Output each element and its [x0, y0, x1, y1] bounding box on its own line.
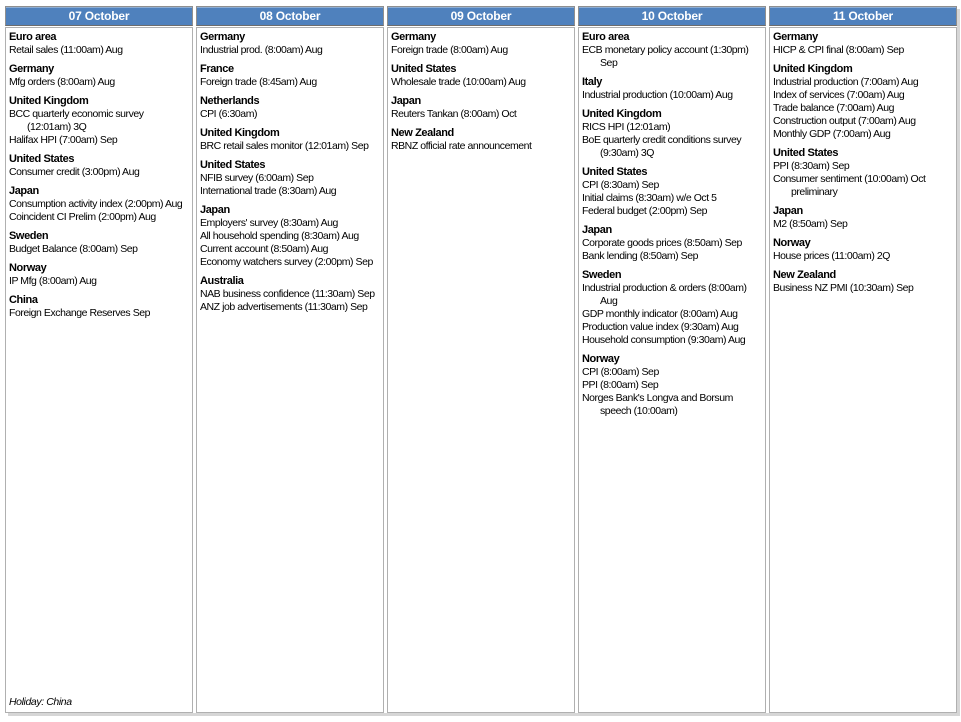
- country-name: Japan: [391, 95, 421, 107]
- event-item: NAB business confidence (11:30am) Sep: [200, 288, 375, 300]
- event-item: Consumption activity index (2:00pm) Aug: [9, 198, 183, 210]
- day-events-panel: [5, 27, 193, 713]
- event-item: NFIB survey (6:00am) Sep: [200, 172, 314, 184]
- country-name: United Kingdom: [9, 95, 89, 107]
- event-item: ANZ job advertisements (11:30am) Sep: [200, 301, 368, 313]
- country-name: United States: [200, 159, 266, 171]
- event-item: IP Mfg (8:00am) Aug: [9, 275, 97, 287]
- event-item: Retail sales (11:00am) Aug: [9, 44, 123, 56]
- country-group: [391, 30, 571, 57]
- country-name: New Zealand: [391, 127, 454, 139]
- country-name: United Kingdom: [773, 63, 853, 75]
- day-column: [5, 6, 193, 713]
- event-item: Index of services (7:00am) Aug: [773, 89, 905, 101]
- event-item: Industrial production (10:00am) Aug: [582, 89, 733, 101]
- country-name: New Zealand: [773, 269, 836, 281]
- country-name: United Kingdom: [200, 127, 280, 139]
- event-item: Trade balance (7:00am) Aug: [773, 102, 894, 114]
- country-group: [773, 268, 953, 295]
- country-group: [200, 94, 380, 121]
- date-header: 10 October: [578, 6, 766, 26]
- country-group: [9, 184, 189, 224]
- event-item: House prices (11:00am) 2Q: [773, 250, 890, 262]
- country-name: Euro area: [9, 31, 57, 43]
- country-name: Sweden: [582, 269, 622, 281]
- event-item: Production value index (9:30am) Aug: [582, 321, 739, 333]
- country-group: [773, 204, 953, 231]
- event-item: Foreign Exchange Reserves Sep: [9, 307, 151, 319]
- country-name: Norway: [582, 353, 620, 365]
- country-group: [773, 62, 953, 141]
- country-group: [773, 30, 953, 57]
- event-item: Household consumption (9:30am) Aug: [582, 334, 746, 346]
- event-item: Economy watchers survey (2:00pm) Sep: [200, 256, 373, 268]
- event-item: Bank lending (8:50am) Sep: [582, 250, 698, 262]
- event-item: Federal budget (2:00pm) Sep: [582, 205, 708, 217]
- country-group: [200, 158, 380, 198]
- country-group: [582, 268, 762, 347]
- country-group: [9, 152, 189, 179]
- country-group: [391, 94, 571, 121]
- country-name: United States: [773, 147, 839, 159]
- day-events-panel: [196, 27, 384, 713]
- country-group: [200, 30, 380, 57]
- event-item: Consumer credit (3:00pm) Aug: [9, 166, 140, 178]
- country-group: [582, 352, 762, 418]
- country-name: Germany: [200, 31, 245, 43]
- country-group: [391, 126, 571, 153]
- day-column: [578, 6, 766, 713]
- event-item: HICP & CPI final (8:00am) Sep: [773, 44, 904, 56]
- event-item: RICS HPI (12:01am): [582, 121, 671, 133]
- country-name: United States: [9, 153, 75, 165]
- event-item: Coincident CI Prelim (2:00pm) Aug: [9, 211, 156, 223]
- country-name: Australia: [200, 275, 244, 287]
- event-item: Halifax HPI (7:00am) Sep: [9, 134, 118, 146]
- country-name: United States: [391, 63, 457, 75]
- country-group: [773, 146, 953, 199]
- event-item: CPI (6:30am): [200, 108, 258, 120]
- event-item: PPI (8:00am) Sep: [582, 379, 659, 391]
- event-item: Monthly GDP (7:00am) Aug: [773, 128, 891, 140]
- country-group: [9, 261, 189, 288]
- event-item: Construction output (7:00am) Aug: [773, 115, 916, 127]
- country-name: Norway: [9, 262, 47, 274]
- event-item: Foreign trade (8:45am) Aug: [200, 76, 317, 88]
- country-group: [582, 223, 762, 263]
- country-name: Germany: [773, 31, 818, 43]
- country-name: Italy: [582, 76, 603, 88]
- event-item: Norges Bank's Longva and Borsum speech (10:00am): [582, 392, 733, 417]
- event-item: Wholesale trade (10:00am) Aug: [391, 76, 526, 88]
- country-group: [200, 274, 380, 314]
- country-name: Sweden: [9, 230, 49, 242]
- country-group: [582, 75, 762, 102]
- economic-calendar: [5, 6, 957, 713]
- country-group: [9, 94, 189, 147]
- event-item: M2 (8:50am) Sep: [773, 218, 848, 230]
- event-item: Business NZ PMI (10:30am) Sep: [773, 282, 914, 294]
- country-name: Norway: [773, 237, 811, 249]
- day-column: [387, 6, 575, 713]
- country-group: [582, 165, 762, 218]
- country-name: United Kingdom: [582, 108, 662, 120]
- day-events-panel: [578, 27, 766, 713]
- event-item: All household spending (8:30am) Aug: [200, 230, 359, 242]
- country-group: [391, 62, 571, 89]
- country-name: Germany: [391, 31, 436, 43]
- event-item: Consumer sentiment (10:00am) Oct preliminary: [773, 173, 926, 198]
- event-item: Industrial prod. (8:00am) Aug: [200, 44, 323, 56]
- country-group: [9, 62, 189, 89]
- event-item: GDP monthly indicator (8:00am) Aug: [582, 308, 738, 320]
- event-item: BRC retail sales monitor (12:01am) Sep: [200, 140, 369, 152]
- country-name: Japan: [773, 205, 803, 217]
- event-item: BCC quarterly economic survey (12:01am) 3Q: [9, 108, 144, 133]
- date-header: 11 October: [769, 6, 957, 26]
- country-name: United States: [582, 166, 648, 178]
- country-name: Japan: [9, 185, 39, 197]
- country-group: [9, 293, 189, 320]
- event-item: ECB monetary policy account (1:30pm) Sep: [582, 44, 749, 69]
- event-item: Corporate goods prices (8:50am) Sep: [582, 237, 742, 249]
- date-header: 09 October: [387, 6, 575, 26]
- event-item: Employers' survey (8:30am) Aug: [200, 217, 338, 229]
- country-group: [773, 236, 953, 263]
- event-item: PPI (8:30am) Sep: [773, 160, 850, 172]
- country-name: Japan: [200, 204, 230, 216]
- country-name: Japan: [582, 224, 612, 236]
- country-name: Netherlands: [200, 95, 260, 107]
- country-group: [200, 62, 380, 89]
- day-events-panel: [387, 27, 575, 713]
- country-name: China: [9, 294, 38, 306]
- country-group: [9, 30, 189, 57]
- event-item: Reuters Tankan (8:00am) Oct: [391, 108, 517, 120]
- country-group: [200, 126, 380, 153]
- event-item: Mfg orders (8:00am) Aug: [9, 76, 115, 88]
- day-column: [196, 6, 384, 713]
- event-item: Initial claims (8:30am) w/e Oct 5: [582, 192, 717, 204]
- event-item: BoE quarterly credit conditions survey (9:30am) 3Q: [582, 134, 742, 159]
- event-item: International trade (8:30am) Aug: [200, 185, 337, 197]
- day-column: [769, 6, 957, 713]
- event-item: Industrial production & orders (8:00am) Aug: [582, 282, 747, 307]
- event-item: Industrial production (7:00am) Aug: [773, 76, 919, 88]
- day-events-panel: [769, 27, 957, 713]
- country-group: [582, 107, 762, 160]
- event-item: RBNZ official rate announcement: [391, 140, 532, 152]
- country-name: Euro area: [582, 31, 630, 43]
- country-name: France: [200, 63, 234, 75]
- event-item: CPI (8:30am) Sep: [582, 179, 659, 191]
- country-group: [582, 30, 762, 70]
- country-name: Germany: [9, 63, 54, 75]
- event-item: CPI (8:00am) Sep: [582, 366, 659, 378]
- country-group: [9, 229, 189, 256]
- event-item: Current account (8:50am) Aug: [200, 243, 329, 255]
- date-header: 08 October: [196, 6, 384, 26]
- country-group: [200, 203, 380, 269]
- holiday-note: Holiday: China: [9, 696, 72, 708]
- date-header: 07 October: [5, 6, 193, 26]
- event-item: Foreign trade (8:00am) Aug: [391, 44, 508, 56]
- event-item: Budget Balance (8:00am) Sep: [9, 243, 138, 255]
